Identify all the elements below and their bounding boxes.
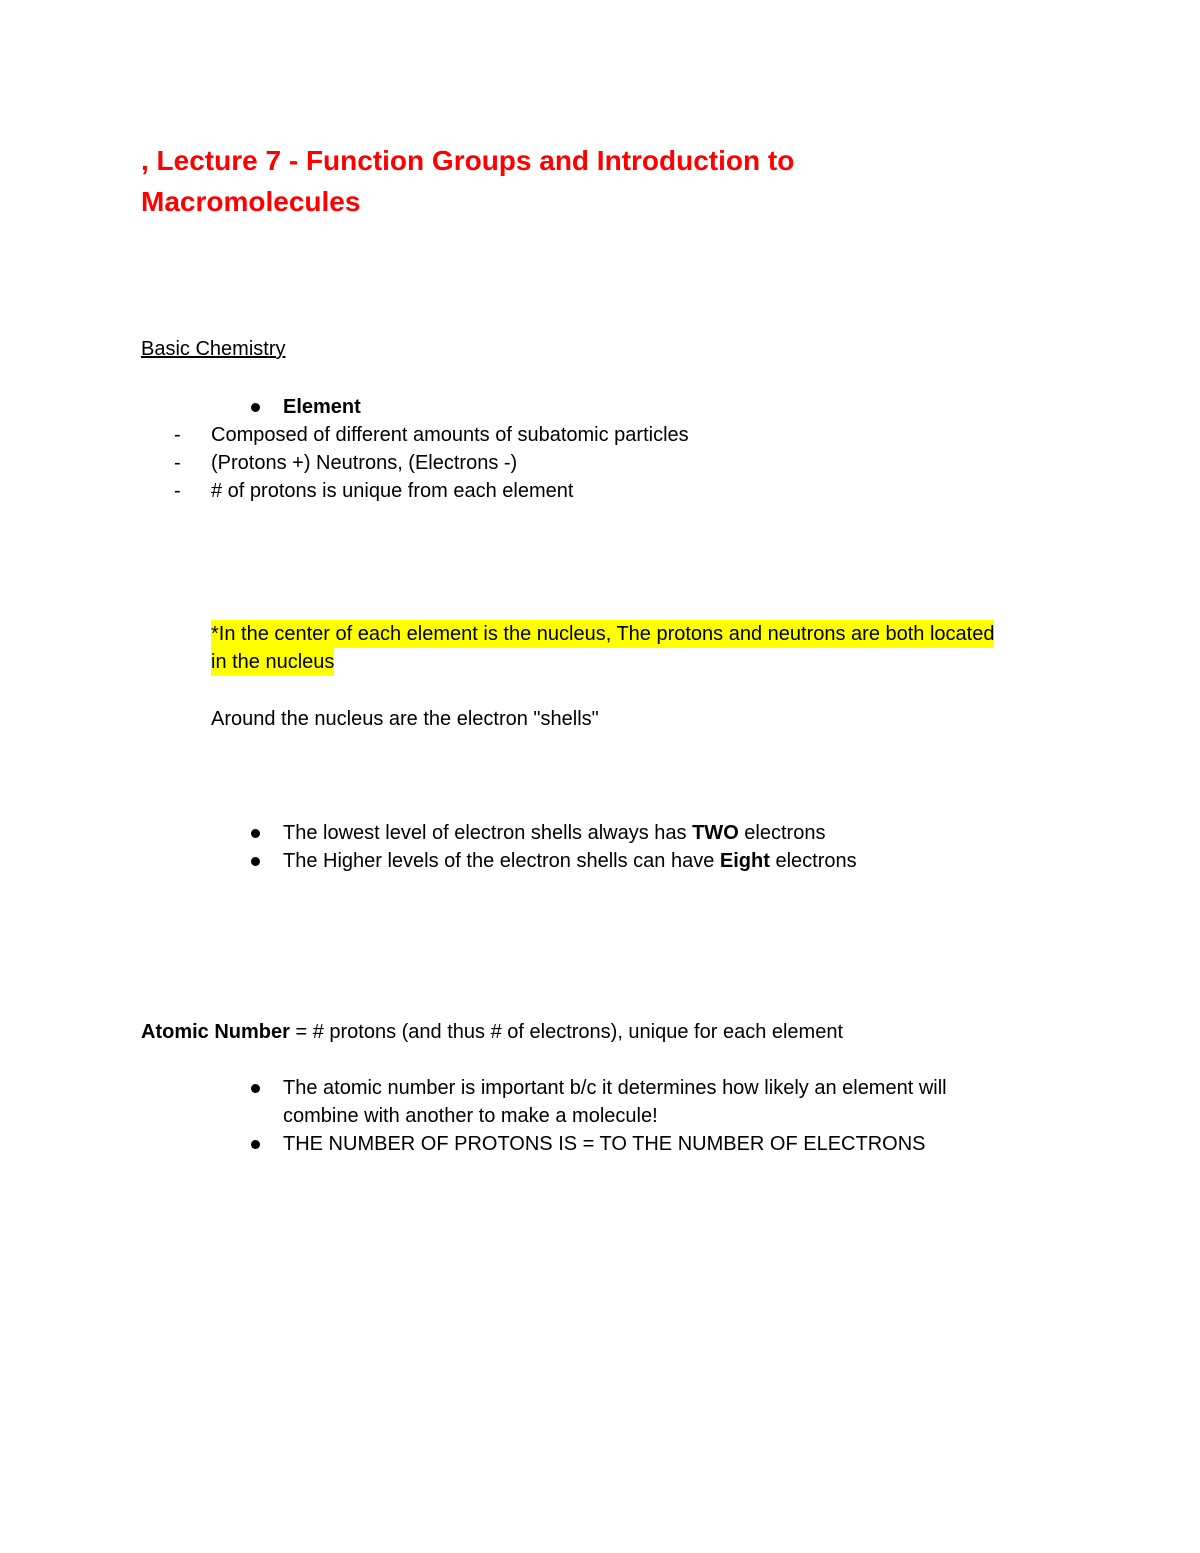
shell-point-1-after: electrons — [738, 822, 826, 844]
bullet-dot — [251, 1140, 260, 1149]
shell-point-2-bold: Eight — [719, 850, 770, 872]
shell-point-2-before: The Higher levels of the electron shells can have — [283, 850, 720, 872]
bullet-dot — [251, 403, 260, 412]
element-point-2: (Protons +) Neutrons, (Electrons -) — [211, 452, 518, 474]
bullet-dot — [251, 829, 260, 838]
bullet-dot — [251, 1084, 260, 1093]
shell-point-1-bold: TWO — [692, 822, 739, 844]
shell-point-1-before: The lowest level of electron shells always has — [283, 822, 693, 844]
page-title-line-2: Macromolecules — [141, 186, 361, 217]
dash-marker: - — [174, 424, 181, 446]
dash-marker: - — [174, 480, 181, 502]
atomic-number-definition — [141, 1018, 843, 1046]
highlighted-note-line-1: *In the center of each element is the nucleus, The protons and neutrons are both located — [211, 620, 994, 648]
shell-point-2 — [283, 847, 857, 875]
section-heading: Basic Chemistry — [141, 338, 286, 360]
atomic-point-1 — [283, 1074, 947, 1130]
shell-point-2-after: electrons — [769, 850, 857, 872]
atomic-point-1-line-2: combine with another to make a molecule! — [283, 1105, 658, 1127]
page-title — [141, 140, 1081, 222]
atomic-point-2: THE NUMBER OF PROTONS IS = TO THE NUMBER OF ELECTRONS — [283, 1133, 926, 1155]
highlighted-note — [211, 620, 994, 676]
element-label: Element — [283, 396, 361, 418]
bullet-dot — [251, 857, 260, 866]
element-point-1: Composed of different amounts of subatomic particles — [211, 424, 689, 446]
shells-intro: Around the nucleus are the electron "shells" — [211, 708, 599, 730]
atomic-point-1-line-1: The atomic number is important b/c it determines how likely an element will — [283, 1077, 947, 1099]
element-point-3: # of protons is unique from each element — [211, 480, 574, 502]
shell-point-1 — [283, 819, 825, 847]
atomic-number-term: Atomic Number — [141, 1021, 290, 1043]
dash-marker: - — [174, 452, 181, 474]
page-title-line-1: , Lecture 7 - Function Groups and Introduction to — [141, 145, 795, 176]
atomic-number-text: = # protons (and thus # of electrons), unique for each element — [289, 1021, 844, 1043]
highlighted-note-line-2: in the nucleus — [211, 648, 334, 676]
